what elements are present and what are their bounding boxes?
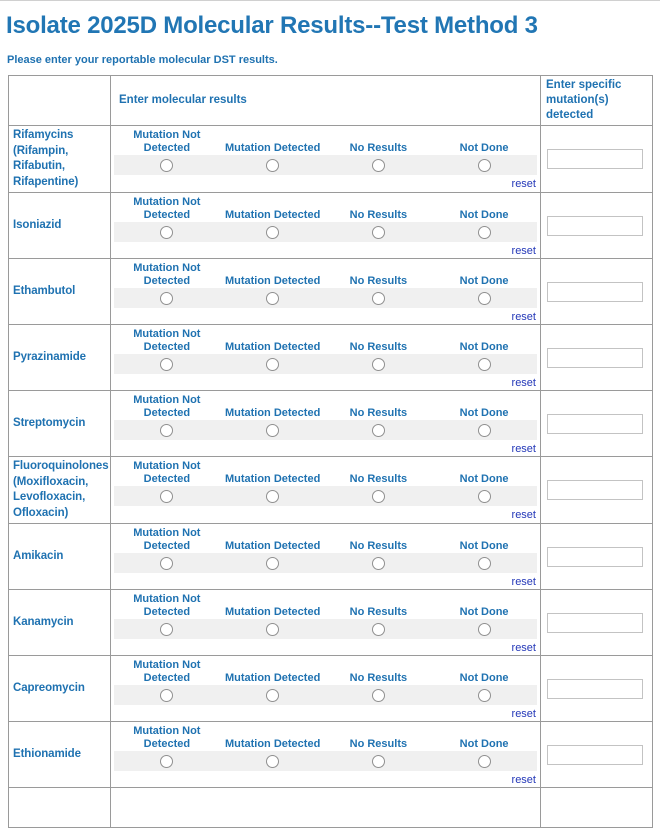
radio-not-done[interactable]: [478, 623, 491, 636]
option-label: Not Done: [459, 142, 509, 154]
molecular-results-table: [8, 75, 653, 828]
mutation-column-header: [541, 76, 653, 126]
options-cell: [111, 391, 541, 457]
page: [0, 12, 660, 828]
table-row: [9, 457, 653, 524]
option-labels: [114, 196, 537, 222]
mutation-input-cell: [541, 193, 653, 259]
drug-name: Streptomycin: [9, 391, 111, 457]
option-labels: [114, 262, 537, 288]
table-row: [9, 193, 653, 259]
specific-mutation-input[interactable]: [547, 745, 643, 765]
option-column-not-done: [431, 725, 537, 751]
radio-not-done[interactable]: [478, 424, 491, 437]
radio-mutation-not-detected[interactable]: [160, 490, 173, 503]
drug-name: Capreomycin: [9, 656, 111, 722]
radio-mutation-not-detected[interactable]: [160, 292, 173, 305]
option-label: No Results: [349, 540, 408, 552]
option-column-mutation-not-detected: [114, 659, 220, 685]
option-labels: [114, 129, 537, 155]
radio-no-results[interactable]: [372, 226, 385, 239]
radio-strip: [114, 288, 537, 308]
radio-strip: [114, 420, 537, 440]
table-row: [9, 325, 653, 391]
reset-row: [111, 506, 540, 521]
option-label: Mutation Detected: [224, 606, 321, 618]
option-column-no-results: [326, 725, 432, 751]
option-column-no-results: [326, 460, 432, 486]
option-column-not-done: [431, 394, 537, 420]
option-label: Not Done: [459, 606, 509, 618]
option-labels: [114, 659, 537, 685]
radio-mutation-not-detected[interactable]: [160, 159, 173, 172]
specific-mutation-input[interactable]: [547, 480, 643, 500]
reset-link[interactable]: reset: [511, 642, 536, 654]
option-label: Not Done: [459, 473, 509, 485]
option-label: Mutation Detected: [224, 738, 321, 750]
radio-not-done[interactable]: [478, 358, 491, 371]
radio-no-results[interactable]: [372, 689, 385, 702]
option-column-no-results: [326, 394, 432, 420]
reset-row: [111, 308, 540, 323]
radio-strip: [114, 553, 537, 573]
option-label: Mutation Not Detected: [133, 659, 201, 684]
options-cell: [111, 193, 541, 259]
option-label: No Results: [349, 606, 408, 618]
reset-link[interactable]: reset: [511, 576, 536, 588]
table-row: [9, 656, 653, 722]
option-label: Mutation Not Detected: [133, 129, 201, 154]
option-column-mutation-detected: [220, 593, 326, 619]
radio-mutation-detected[interactable]: [266, 226, 279, 239]
radio-not-done[interactable]: [478, 292, 491, 305]
options-cell: [111, 524, 541, 590]
drug-name: Ethionamide: [9, 722, 111, 788]
radio-mutation-detected[interactable]: [266, 424, 279, 437]
option-label: Not Done: [459, 672, 509, 684]
radio-mutation-not-detected[interactable]: [160, 689, 173, 702]
reset-link[interactable]: reset: [511, 178, 536, 190]
radio-strip: [114, 685, 537, 705]
option-column-not-done: [431, 328, 537, 354]
option-label: Mutation Not Detected: [133, 196, 201, 221]
option-column-mutation-not-detected: [114, 328, 220, 354]
reset-link[interactable]: reset: [511, 245, 536, 257]
table-row: [9, 524, 653, 590]
option-column-mutation-not-detected: [114, 394, 220, 420]
option-column-mutation-not-detected: [114, 262, 220, 288]
radio-no-results[interactable]: [372, 557, 385, 570]
reset-row: [111, 573, 540, 588]
drug-name: Ethambutol: [9, 259, 111, 325]
drug-name: Pyrazinamide: [9, 325, 111, 391]
option-column-not-done: [431, 460, 537, 486]
specific-mutation-input[interactable]: [547, 414, 643, 434]
radio-no-results[interactable]: [372, 424, 385, 437]
results-column-header: [111, 76, 541, 126]
radio-strip: [114, 354, 537, 374]
radio-strip: [114, 155, 537, 175]
drug-name: Rifamycins (Rifampin, Rifabutin, Rifapentine): [9, 126, 111, 193]
option-column-mutation-not-detected: [114, 593, 220, 619]
radio-mutation-detected[interactable]: [266, 159, 279, 172]
option-label: No Results: [349, 672, 408, 684]
option-label: Mutation Detected: [224, 209, 321, 221]
option-label: No Results: [349, 275, 408, 287]
option-labels: [114, 394, 537, 420]
option-column-not-done: [431, 262, 537, 288]
option-column-mutation-not-detected: [114, 460, 220, 486]
drug-name: [9, 788, 111, 828]
option-label: No Results: [349, 407, 408, 419]
specific-mutation-input[interactable]: [547, 282, 643, 302]
table-row: [9, 259, 653, 325]
option-label: Mutation Not Detected: [133, 328, 201, 353]
specific-mutation-input[interactable]: [547, 149, 643, 169]
specific-mutation-input[interactable]: [547, 679, 643, 699]
radio-strip: [114, 619, 537, 639]
radio-mutation-detected[interactable]: [266, 755, 279, 768]
reset-row: [111, 705, 540, 720]
option-column-mutation-detected: [220, 460, 326, 486]
option-label: No Results: [349, 341, 408, 353]
option-label: Not Done: [459, 738, 509, 750]
radio-strip: [114, 751, 537, 771]
reset-link[interactable]: reset: [511, 311, 536, 323]
reset-link[interactable]: reset: [511, 708, 536, 720]
radio-no-results[interactable]: [372, 490, 385, 503]
radio-mutation-detected[interactable]: [266, 358, 279, 371]
table-row-partial: [9, 788, 653, 828]
option-column-mutation-detected: [220, 262, 326, 288]
option-label: No Results: [349, 738, 408, 750]
option-column-no-results: [326, 328, 432, 354]
table-header-row: [9, 76, 653, 126]
option-column-mutation-not-detected: [114, 527, 220, 553]
options-cell: [111, 788, 541, 828]
option-labels: [114, 328, 537, 354]
radio-not-done[interactable]: [478, 159, 491, 172]
results-header-label: Enter molecular results: [119, 94, 247, 106]
radio-mutation-not-detected[interactable]: [160, 755, 173, 768]
option-column-mutation-not-detected: [114, 196, 220, 222]
radio-mutation-not-detected[interactable]: [160, 424, 173, 437]
drug-name: Kanamycin: [9, 590, 111, 656]
radio-mutation-detected[interactable]: [266, 292, 279, 305]
reset-link[interactable]: reset: [511, 774, 536, 786]
option-label: No Results: [349, 473, 408, 485]
radio-mutation-detected[interactable]: [266, 689, 279, 702]
option-label: No Results: [349, 142, 408, 154]
specific-mutation-input[interactable]: [547, 547, 643, 567]
specific-mutation-input[interactable]: [547, 348, 643, 368]
reset-row: [111, 374, 540, 389]
table-row: [9, 126, 653, 193]
mutation-input-cell: [541, 259, 653, 325]
radio-no-results[interactable]: [372, 358, 385, 371]
mutation-input-cell: [541, 391, 653, 457]
mutation-input-cell: [541, 524, 653, 590]
options-cell: [111, 259, 541, 325]
drug-name: Isoniazid: [9, 193, 111, 259]
radio-mutation-not-detected[interactable]: [160, 623, 173, 636]
mutation-input-cell: [541, 722, 653, 788]
reset-link[interactable]: reset: [511, 509, 536, 521]
option-column-no-results: [326, 196, 432, 222]
radio-strip: [114, 222, 537, 242]
option-label: Mutation Not Detected: [133, 394, 201, 419]
radio-mutation-not-detected[interactable]: [160, 226, 173, 239]
options-cell: [111, 590, 541, 656]
drug-column-header: [9, 76, 111, 126]
reset-row: [111, 175, 540, 190]
drug-name: Fluoroquinolones (Moxifloxacin, Levofloxacin, Ofloxacin): [9, 457, 111, 524]
option-column-mutation-detected: [220, 527, 326, 553]
radio-not-done[interactable]: [478, 689, 491, 702]
option-label: Not Done: [459, 540, 509, 552]
reset-row: [111, 440, 540, 455]
radio-no-results[interactable]: [372, 159, 385, 172]
option-column-not-done: [431, 196, 537, 222]
radio-mutation-detected[interactable]: [266, 490, 279, 503]
option-column-mutation-detected: [220, 725, 326, 751]
option-column-mutation-detected: [220, 659, 326, 685]
mutation-input-cell: [541, 325, 653, 391]
option-column-mutation-detected: [220, 394, 326, 420]
mutation-input-cell: [541, 457, 653, 524]
option-label: Mutation Not Detected: [133, 460, 201, 485]
mutation-input-cell: [541, 126, 653, 193]
option-column-no-results: [326, 527, 432, 553]
reset-link[interactable]: reset: [511, 377, 536, 389]
reset-row: [111, 639, 540, 654]
options-cell: [111, 722, 541, 788]
options-cell: [111, 325, 541, 391]
option-label: Mutation Not Detected: [133, 262, 201, 287]
reset-row: [111, 242, 540, 257]
option-label: Mutation Not Detected: [133, 527, 201, 552]
options-cell: [111, 457, 541, 524]
option-column-mutation-detected: [220, 196, 326, 222]
option-label: Mutation Detected: [224, 407, 321, 419]
option-label: Mutation Not Detected: [133, 725, 201, 750]
radio-not-done[interactable]: [478, 557, 491, 570]
option-column-no-results: [326, 262, 432, 288]
option-label: Not Done: [459, 275, 509, 287]
option-label: Mutation Not Detected: [133, 593, 201, 618]
radio-no-results[interactable]: [372, 623, 385, 636]
option-column-no-results: [326, 129, 432, 155]
radio-mutation-detected[interactable]: [266, 557, 279, 570]
option-column-not-done: [431, 129, 537, 155]
option-column-not-done: [431, 593, 537, 619]
radio-no-results[interactable]: [372, 292, 385, 305]
instructions-text: Please enter your reportable molecular DST results.: [7, 54, 278, 66]
specific-mutation-input[interactable]: [547, 216, 643, 236]
option-label: Not Done: [459, 407, 509, 419]
table-row: [9, 391, 653, 457]
reset-link[interactable]: reset: [511, 443, 536, 455]
option-column-mutation-not-detected: [114, 129, 220, 155]
radio-not-done[interactable]: [478, 490, 491, 503]
option-labels: [114, 725, 537, 751]
option-label: Not Done: [459, 341, 509, 353]
mutation-input-cell: [541, 788, 653, 828]
mutation-input-cell: [541, 590, 653, 656]
radio-no-results[interactable]: [372, 755, 385, 768]
option-label: Not Done: [459, 209, 509, 221]
option-label: No Results: [349, 209, 408, 221]
radio-mutation-not-detected[interactable]: [160, 557, 173, 570]
option-column-not-done: [431, 659, 537, 685]
drug-name: Amikacin: [9, 524, 111, 590]
radio-mutation-detected[interactable]: [266, 623, 279, 636]
option-label: Mutation Detected: [224, 473, 321, 485]
option-label: Mutation Detected: [224, 275, 321, 287]
table-row: [9, 590, 653, 656]
option-label: Mutation Detected: [224, 540, 321, 552]
radio-not-done[interactable]: [478, 755, 491, 768]
option-labels: [114, 460, 537, 486]
option-label: Mutation Detected: [224, 341, 321, 353]
option-label: Mutation Detected: [224, 672, 321, 684]
mutation-header-label: Enter specific mutation(s) detected: [546, 79, 622, 121]
radio-not-done[interactable]: [478, 226, 491, 239]
option-column-not-done: [431, 527, 537, 553]
option-column-mutation-not-detected: [114, 725, 220, 751]
options-cell: [111, 656, 541, 722]
radio-strip: [114, 486, 537, 506]
reset-row: [111, 771, 540, 786]
options-cell: [111, 126, 541, 193]
option-column-no-results: [326, 593, 432, 619]
option-column-no-results: [326, 659, 432, 685]
option-labels: [114, 527, 537, 553]
option-label: Mutation Detected: [224, 142, 321, 154]
mutation-input-cell: [541, 656, 653, 722]
table-row: [9, 722, 653, 788]
option-column-mutation-detected: [220, 129, 326, 155]
specific-mutation-input[interactable]: [547, 613, 643, 633]
option-labels: [114, 593, 537, 619]
option-column-mutation-detected: [220, 328, 326, 354]
page-title: Isolate 2025D Molecular Results--Test Method 3: [6, 12, 538, 39]
radio-mutation-not-detected[interactable]: [160, 358, 173, 371]
